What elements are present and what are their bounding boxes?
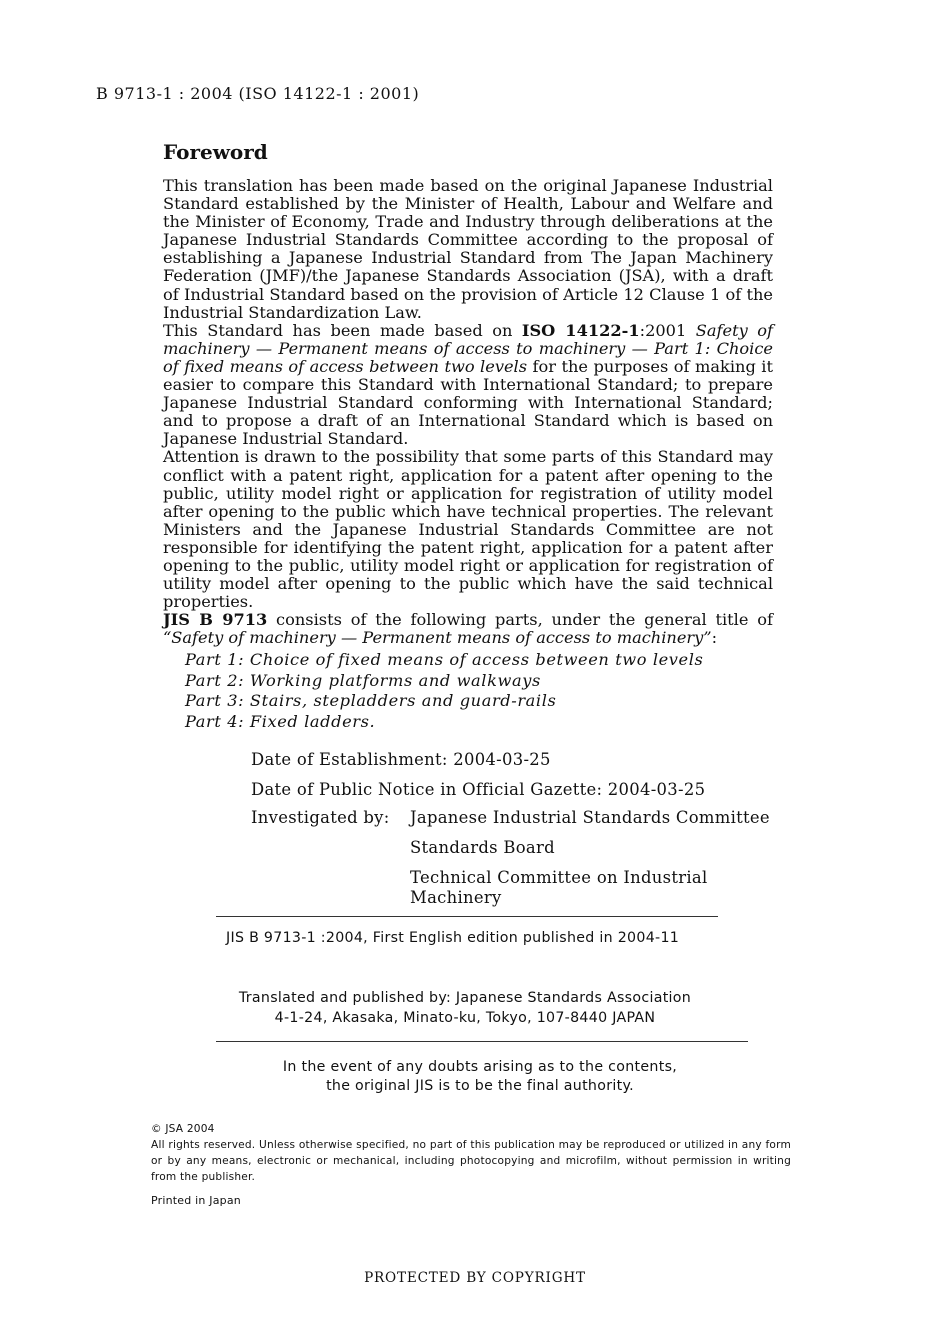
divider	[216, 1041, 748, 1042]
paragraph-patent: Attention is drawn to the possibility that some parts of this Standard may conflict with a patent right, application for a patent after opening to the public, utility model right or application for registration of utility model after opening to the public which have technical properties. The relevant Ministers and the Japanese Industrial Standards Committee are not responsible for identifying the patent right, application for a patent after opening to the public, utility model right or application for registration of utility model after opening to the public which have the said technical properties.	[163, 447, 773, 612]
date-gazette: Date of Public Notice in Official Gazette: 2004-03-25	[251, 780, 706, 799]
divider	[216, 916, 718, 917]
list-item: Japanese Industrial Standards Committee	[410, 808, 770, 827]
list-item: Part 4: Fixed ladders.	[185, 711, 376, 731]
paragraph-translation: This translation has been made based on the original Japanese Industrial Standard established by the Minister of Health, Labour and Welfare and the Minister of Economy, Trade and Industry through deliberations at the Japanese Industrial Standards Committee according to the proposal of establishing a Japanese Industrial Standard from The Japan Machinery Federation (JMF)/the Japanese Standards Association (JSA), with a draft of Industrial Standard based on the provision of Article 12 Clause 1 of the Industrial Standardization Law.	[163, 176, 773, 322]
list-item: Part 3: Stairs, stepladders and guard-rails	[185, 691, 557, 711]
list-item: Technical Committee on Industrial Machinery	[410, 868, 708, 907]
basis-suffix: for the purposes of making it easier to compare this Standard with International Standard; to prepare Japanese Industrial Standard conforming with International Standard; and to propose a draft of an International Standard which is based on Japanese Industrial Standard.	[163, 356, 773, 449]
copyright-block	[151, 1121, 791, 1185]
page-title: Foreword	[163, 140, 268, 164]
jis-reference: JIS B 9713	[163, 610, 268, 630]
publisher-address: 4-1-24, Akasaka, Minato-ku, Tokyo, 107-8440 JAPAN	[274, 1010, 656, 1026]
rights-text: All rights reserved. Unless otherwise specified, no part of this publication may be reproduced or utilized in any form or by any means, electronic or mechanical, including photocopying and microfilm, without permission in writing from the publisher.	[151, 1139, 791, 1183]
investigated-label: Investigated by:	[251, 808, 390, 827]
investigated-list	[410, 808, 770, 918]
iso-reference: ISO 14122-1	[521, 320, 640, 340]
copyright-footer: PROTECTED BY COPYRIGHT	[364, 1270, 586, 1286]
basis-prefix: This Standard has been made based on	[163, 320, 522, 340]
general-title: “Safety of machinery — Permanent means of access to machinery”	[163, 628, 712, 648]
copyright-line: © JSA 2004	[151, 1123, 215, 1135]
printed-in: Printed in Japan	[151, 1194, 241, 1207]
dates-block	[251, 748, 705, 808]
authority-line-2: the original JIS is to be the final authority.	[326, 1078, 634, 1094]
parts-intro-text: consists of the following parts, under the general title of	[267, 610, 773, 630]
iso-title: Safety of machinery — Permanent means of access to machinery — Part 1: Choice of fixed means of access between two levels	[163, 320, 774, 376]
list-item: Part 2: Working platforms and walkways	[185, 670, 541, 690]
foreword-body	[163, 177, 773, 647]
document-header: B 9713-1 : 2004 (ISO 14122-1 : 2001)	[96, 84, 420, 103]
list-item: Part 1: Choice of fixed means of access between two levels	[185, 650, 704, 669]
publisher-line: Translated and published by: Japanese Standards Association	[238, 990, 692, 1006]
date-establishment: Date of Establishment: 2004-03-25	[251, 750, 551, 769]
parts-list	[185, 650, 703, 732]
publisher-block	[220, 988, 710, 1028]
authority-note	[220, 1058, 740, 1096]
edition-note: JIS B 9713-1 :2004, First English edition published in 2004-11	[226, 930, 680, 946]
authority-line-1: In the event of any doubts arising as to the contents,	[282, 1059, 678, 1075]
paragraph-parts-intro	[163, 611, 773, 647]
iso-year: :2001	[639, 320, 696, 340]
paragraph-basis	[163, 322, 773, 449]
parts-intro-colon: :	[711, 628, 718, 648]
list-item: Standards Board	[410, 838, 555, 857]
